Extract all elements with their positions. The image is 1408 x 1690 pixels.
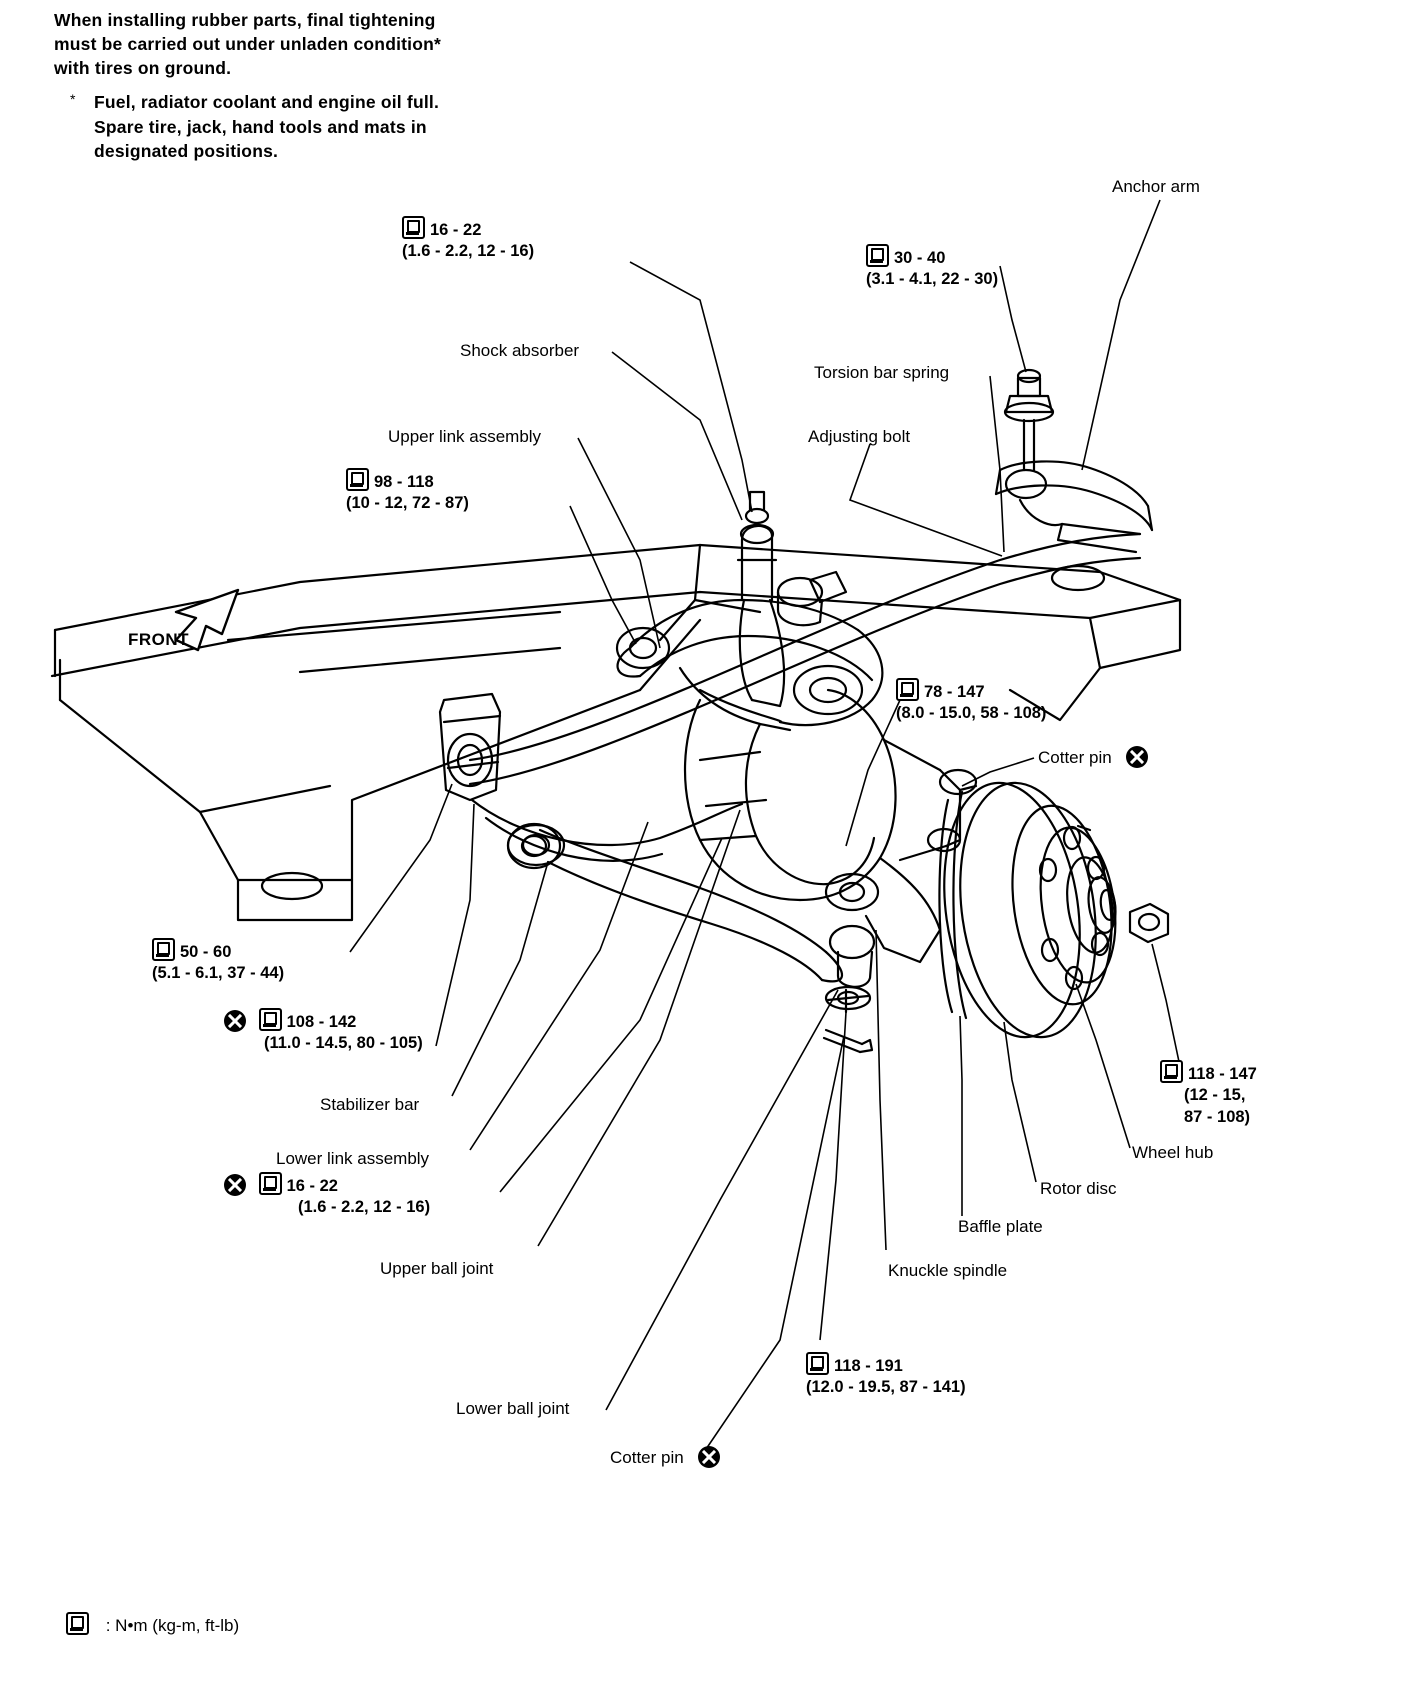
torque-alt-value: (11.0 - 14.5, 80 - 105) — [264, 1034, 423, 1053]
replace-icon — [224, 1010, 246, 1032]
part-label-knuckle-spindle: Knuckle spindle — [888, 1261, 1008, 1280]
torque-callout-16-22-lower — [224, 1172, 430, 1219]
torque-icon — [402, 216, 425, 239]
part-label-wheel-hub: Wheel hub — [1132, 1143, 1214, 1162]
torque-icon — [806, 1352, 829, 1375]
units-legend — [66, 1612, 239, 1636]
part-label-upper-ball-joint: Upper ball joint — [380, 1259, 494, 1278]
part-label-torsion-bar-spring: Torsion bar spring — [814, 363, 950, 382]
torque-callout-108-142 — [224, 1008, 423, 1055]
note-line-2: must be carried out under unladen condition* — [54, 34, 442, 55]
torque-value: 108 - 142 — [286, 1013, 357, 1031]
part-label-anchor-arm: Anchor arm — [1112, 177, 1200, 196]
part-label-lower-ball-joint: Lower ball joint — [456, 1399, 570, 1418]
torque-value: 50 - 60 — [180, 943, 232, 961]
torque-alt-value-2: 87 - 108) — [1184, 1107, 1251, 1126]
torque-value: 118 - 147 — [1188, 1065, 1257, 1083]
replace-icon — [698, 1446, 720, 1468]
note-bullet-line-3: designated positions. — [94, 140, 279, 161]
part-label-cotter-pin-lower — [610, 1446, 720, 1469]
torque-alt-value: (1.6 - 2.2, 12 - 16) — [402, 242, 535, 261]
units-text: : N•m (kg-m, ft-lb) — [105, 1616, 240, 1635]
torque-value: 78 - 147 — [924, 683, 985, 701]
torque-icon — [259, 1172, 282, 1195]
torque-alt-value: (1.6 - 2.2, 12 - 16) — [298, 1198, 431, 1217]
part-label-stabilizer-bar: Stabilizer bar — [320, 1095, 420, 1114]
note-bullet-line-2: Spare tire, jack, hand tools and mats in — [94, 116, 427, 137]
part-label-upper-link-assembly: Upper link assembly — [388, 427, 542, 446]
part-label-shock-absorber: Shock absorber — [460, 341, 580, 360]
front-marker-label: FRONT — [128, 630, 190, 649]
part-label-lower-link-assembly: Lower link assembly — [276, 1149, 430, 1168]
torque-callout-50-60 — [152, 938, 284, 985]
part-label-baffle-plate: Baffle plate — [958, 1217, 1043, 1236]
torque-alt-value: (5.1 - 6.1, 37 - 44) — [152, 964, 285, 983]
note-bullet-line-1: Fuel, radiator coolant and engine oil full. — [94, 92, 440, 113]
torque-callout-30-40 — [866, 244, 998, 291]
torque-callout-98-118 — [346, 468, 469, 515]
note-line-1: When installing rubber parts, final tightening — [54, 10, 436, 30]
torque-icon — [259, 1008, 282, 1031]
torque-callout-78-147 — [896, 678, 1046, 725]
torque-alt-value: (10 - 12, 72 - 87) — [346, 494, 469, 513]
replace-icon — [1126, 746, 1148, 768]
part-label-cotter-pin-upper — [1038, 746, 1148, 769]
torque-icon — [346, 468, 369, 491]
part-label-adjusting-bolt: Adjusting bolt — [808, 427, 911, 446]
torque-alt-value: (8.0 - 15.0, 58 - 108) — [896, 704, 1047, 723]
torque-alt-value: (3.1 - 4.1, 22 - 30) — [866, 270, 999, 289]
cotter-pin-lower-text: Cotter pin — [610, 1448, 684, 1467]
torque-callout-118-147 — [1160, 1060, 1257, 1128]
torque-alt-value: (12 - 15, — [1184, 1086, 1246, 1105]
part-label-rotor-disc: Rotor disc — [1040, 1179, 1117, 1198]
asterisk-icon: * — [70, 91, 76, 108]
torque-value: 16 - 22 — [430, 221, 482, 239]
replace-icon — [224, 1174, 246, 1196]
torque-icon — [66, 1612, 89, 1635]
torque-value: 30 - 40 — [894, 249, 946, 267]
torque-callout-118-191 — [806, 1352, 966, 1399]
torque-icon — [896, 678, 919, 701]
torque-callout-16-22-top — [402, 216, 534, 263]
torque-value: 118 - 191 — [834, 1357, 903, 1375]
torque-value: 16 - 22 — [286, 1177, 338, 1195]
torque-value: 98 - 118 — [374, 473, 434, 491]
cotter-pin-upper-text: Cotter pin — [1038, 748, 1112, 767]
torque-icon — [866, 244, 889, 267]
torque-alt-value: (12.0 - 19.5, 87 - 141) — [806, 1378, 966, 1397]
torque-icon — [1160, 1060, 1183, 1083]
torque-icon — [152, 938, 175, 961]
note-line-3: with tires on ground. — [54, 58, 232, 79]
